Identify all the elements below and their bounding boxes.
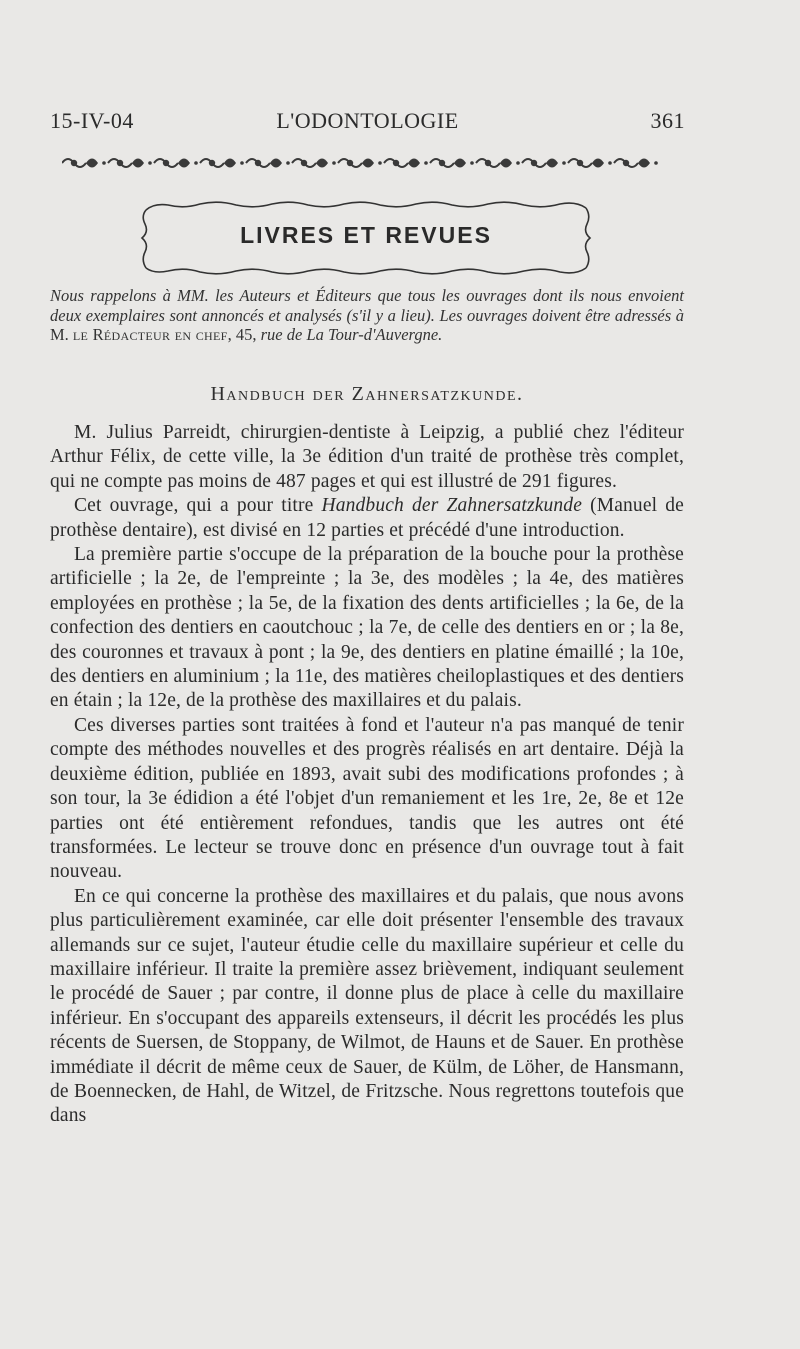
ornamental-rule <box>62 150 682 176</box>
section-title: LIVRES ET REVUES <box>240 222 492 248</box>
book-title-inline: Handbuch der Zahnersatzkunde <box>321 495 583 517</box>
running-head <box>50 108 685 138</box>
paragraph-2-end: (Manuel de prothèse dentaire), est divisé en 12 parties et précédé d'une introduction. <box>50 495 684 541</box>
notice-addressee: le Rédacteur en chef <box>72 325 228 344</box>
editorial-notice <box>50 286 684 345</box>
page-number: 361 <box>650 108 685 133</box>
paragraph-1: M. Julius Parreidt, chirurgien-dentiste à Leipzig, a publié chez l'éditeur Arthur Félix, de cette ville, la 3e édition d'un traité de prothèse très complet, qui ne compte pas moins de 487 pages et qui est illustré de 291 figures. <box>50 422 684 492</box>
notice-address-number: , 45, <box>227 325 261 344</box>
paragraph-4: Ces diverses parties sont traitées à fond et l'auteur n'a pas manqué de tenir compte des méthodes nouvelles et des progrès réalisés en art dentaire. Déjà la deuxième édition, publiée en 1893, avait subi des modifications profondes ; à son tour, la 3e édidion a été l'objet d'un remaniement et les 1re, 2e, 8e et 12e parties ont été entièrement refondues, tandis que les autres ont été transformées. Le lecteur se trouve donc en présence d'un ouvrage tout à fait nouveau. <box>50 714 684 883</box>
review-body <box>50 421 684 1129</box>
reviewed-book-title: Handbuch der Zahnersatzkunde. <box>210 383 524 405</box>
issue-date: 15-IV-04 <box>50 108 134 133</box>
notice-addressee-prefix: M. <box>50 325 69 344</box>
journal-title: L'ODONTOLOGIE <box>276 108 459 133</box>
paragraph-2 <box>50 494 684 543</box>
paragraph-5: En ce qui concerne la prothèse des maxillaires et du palais, que nous avons plus particulièrement examinée, car elle doit présenter l'ensemble des travaux allemands sur ce sujet, l'auteur étudie celle du maxillaire supérieur et celle du maxillaire inférieur. Il traite la première assez brièvement, indiquant seulement le procédé de Sauer ; par contre, il donne plus de place à celle du maxillaire inférieur. En s'occupant des appareils extenseurs, il décrit les procédés les plus récents de Suersen, de Stoppany, de Wilmot, de Hauns et de Sauer. En prothèse immédiate il décrit de même ceux de Sauer, de Külm, de Löher, de Hansmann, de Boennecken, de Hahl, de Witzel, de Fritzsche. Nous regrettons toutefois que dans <box>50 885 684 1127</box>
paragraph-3: La première partie s'occupe de la préparation de la bouche pour la prothèse artificielle ; la 2e, de l'empreinte ; la 3e, des modèles ; la 4e, des matières employées en prothèse ; la 5e, de la fixation des dents artificielles ; la 6e, de la confection des dentiers en caoutchouc ; la 7e, de celle des dentiers en or ; la 8e, des couronnes et travaux à pont ; la 9e, des dentiers en platine émaillé ; la 10e, des dentiers en aluminium ; la 11e, des matières cheiloplastiques et des dentiers en étain ; la 12e, de la prothèse des maxillaires et du palais. <box>50 544 684 712</box>
paragraph-2-start: Cet ouvrage, qui a pour titre <box>74 495 322 517</box>
notice-street: rue de La Tour-d'Auvergne. <box>260 325 443 344</box>
section-heading-frame <box>140 200 592 276</box>
notice-text: Nous rappelons à MM. les Auteurs et Éditeurs que tous les ouvrages dont ils nous envoient deux exemplaires sont annoncés et analysés (s'il y a lieu). Les ouvrages doivent être adressés à <box>50 286 684 325</box>
